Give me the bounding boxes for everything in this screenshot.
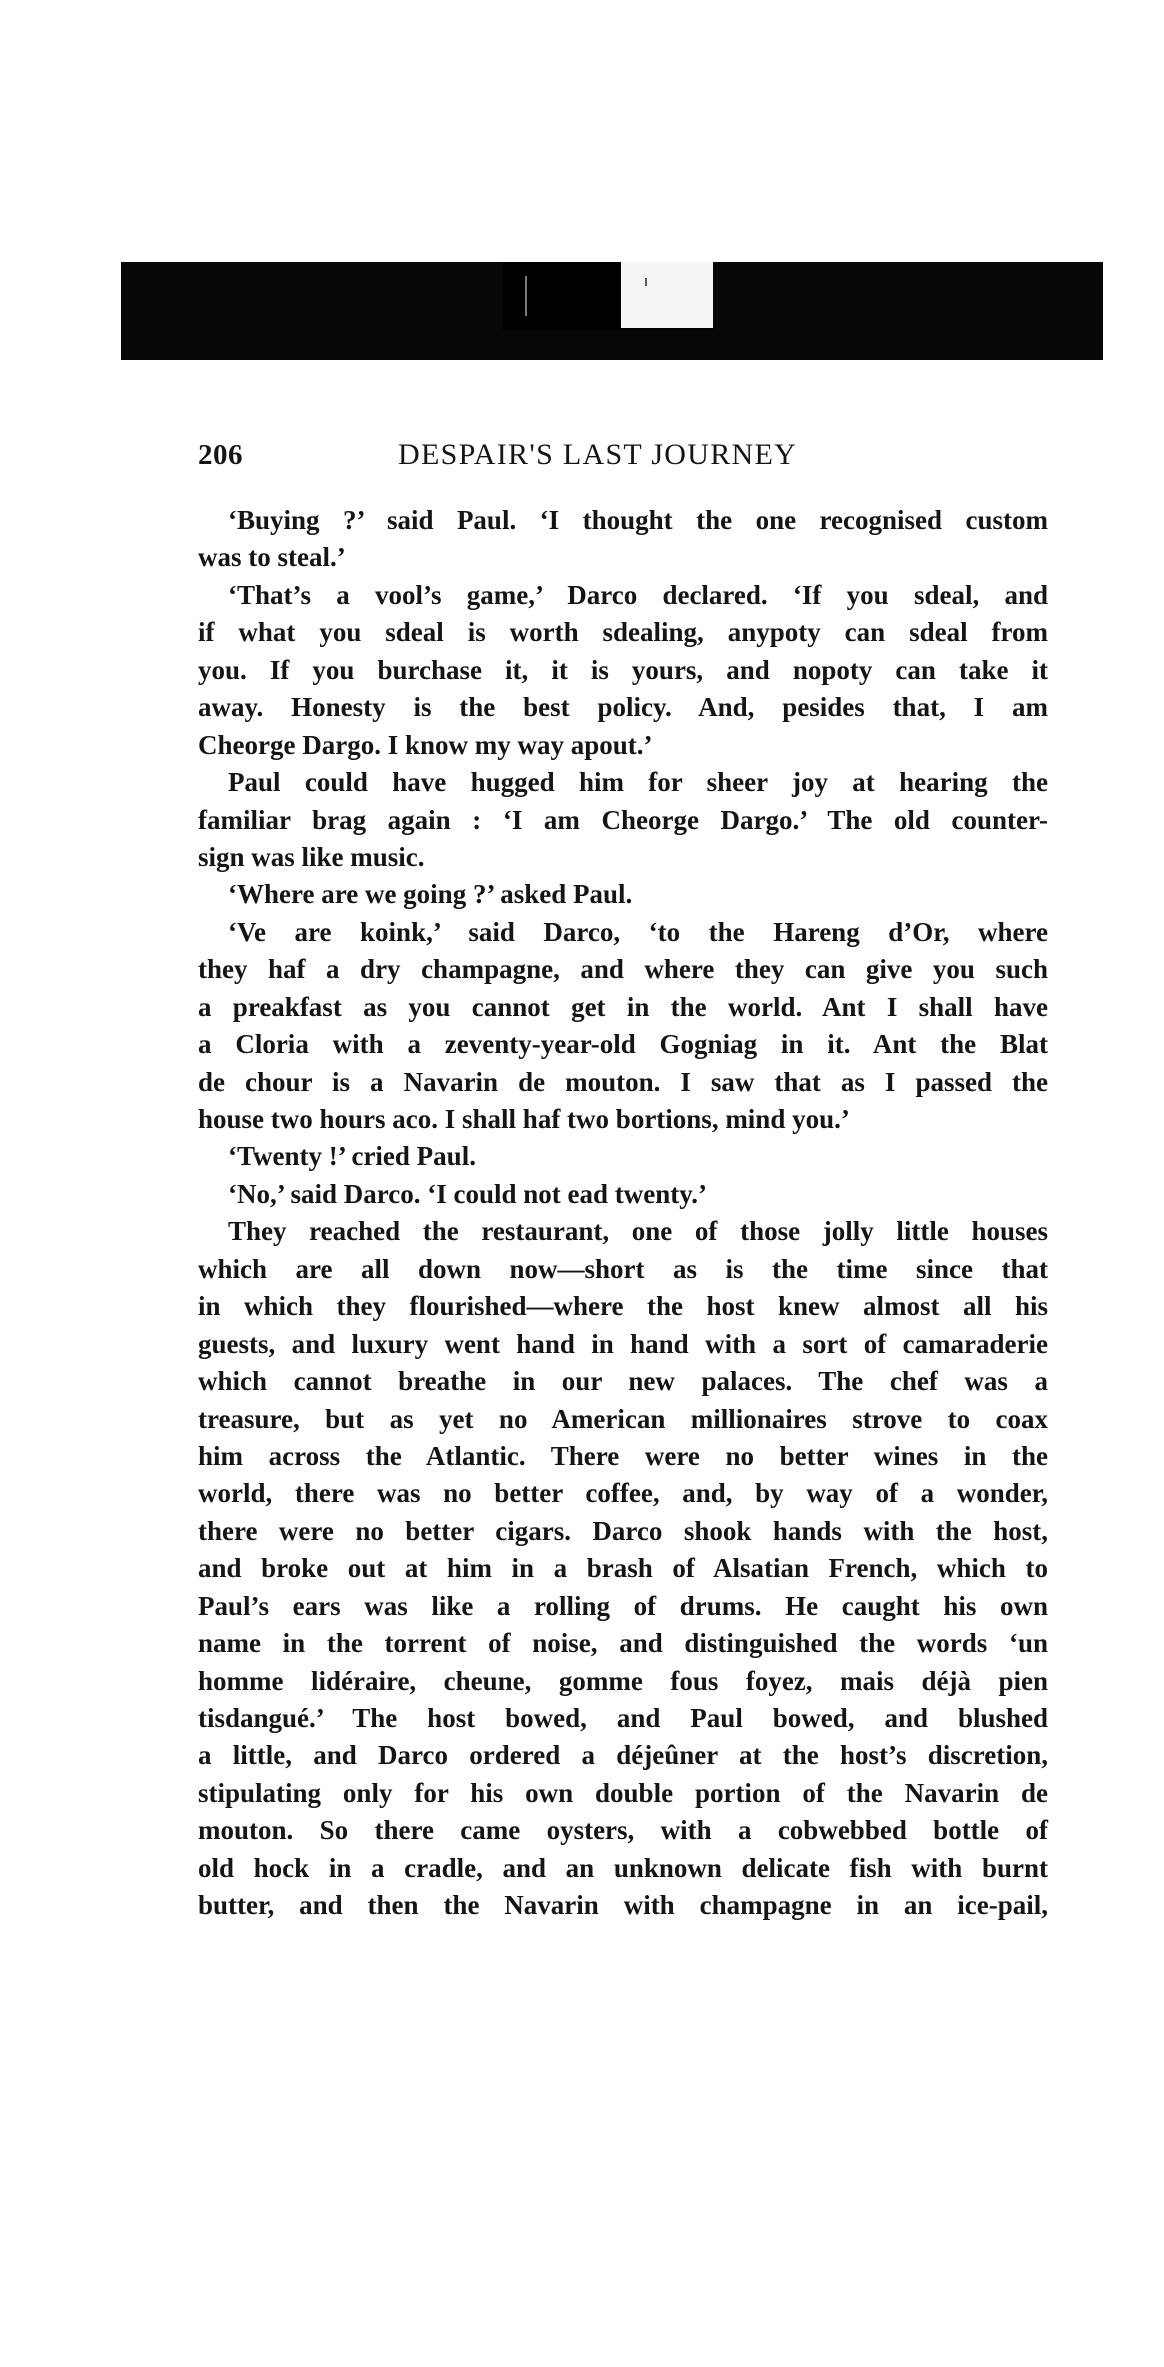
text-line: butter, and then the Navarin with champagne in an ice-pail, <box>198 1890 1048 1921</box>
running-title: DESPAIR'S LAST JOURNEY <box>398 438 798 471</box>
page-body <box>198 502 1048 1925</box>
text-line: a Cloria with a zeventy-year-old Gogniag in it. Ant the Blat <box>198 1029 1048 1060</box>
text-line: old hock in a cradle, and an unknown delicate fish with burnt <box>198 1852 1048 1883</box>
text-line: away. Honesty is the best policy. And, pesides that, I am <box>198 692 1048 723</box>
scan-notch-light <box>621 262 713 330</box>
text-line: guests, and luxury went hand in hand with a sort of camaraderie <box>198 1328 1048 1359</box>
text-line: ‘Twenty !’ cried Paul. <box>228 1141 476 1172</box>
text-line: de chour is a Navarin de mouton. I saw that as I passed the <box>198 1066 1048 1097</box>
text-line: familiar brag again : ‘I am Cheorge Dargo.’ The old counter- <box>198 804 1048 835</box>
text-line: house two hours aco. I shall haf two bortions, mind you.’ <box>198 1104 850 1134</box>
text-line: world, there was no better coffee, and, by way of a wonder, <box>198 1478 1048 1509</box>
text-line: ‘That’s a vool’s game,’ Darco declared. ‘If you sdeal, and <box>228 579 1048 610</box>
text-line: him across the Atlantic. There were no better wines in the <box>198 1440 1048 1471</box>
text-line: Paul’s ears was like a rolling of drums. He caught his own <box>198 1590 1048 1621</box>
text-line: ‘Where are we going ?’ asked Paul. <box>228 879 633 910</box>
text-line: homme lidéraire, cheune, gomme fous foyez, mais déjà pien <box>198 1665 1048 1696</box>
page-number: 206 <box>198 439 243 471</box>
text-line: there were no better cigars. Darco shook hands with the host, <box>198 1515 1048 1546</box>
scan-black-band <box>121 262 1103 360</box>
text-line: mouton. So there came oysters, with a cobwebbed bottle of <box>198 1815 1048 1846</box>
text-line: stipulating only for his own double portion of the Navarin de <box>198 1777 1048 1808</box>
text-line: if what you sdeal is worth sdealing, anypoty can sdeal from <box>198 617 1048 648</box>
text-line: ‘No,’ said Darco. ‘I could not ead twenty.’ <box>228 1178 707 1209</box>
text-line: you. If you burchase it, it is yours, and nopoty can take it <box>198 654 1048 685</box>
text-line: ‘Buying ?’ said Paul. ‘I thought the one recognised custom <box>228 505 1048 535</box>
text-line: was to steal.’ <box>198 542 346 573</box>
text-line: which cannot breathe in our new palaces. The chef was a <box>198 1366 1048 1397</box>
text-line: and broke out at him in a brash of Alsatian French, which to <box>198 1553 1048 1584</box>
text-line: which are all down now—short as is the time since that <box>198 1253 1048 1284</box>
page-header <box>198 432 1048 478</box>
text-line: Paul could have hugged him for sheer joy at hearing the <box>228 767 1048 798</box>
text-line: tisdangué.’ The host bowed, and Paul bowed, and blushed <box>198 1703 1048 1733</box>
text-line: Cheorge Dargo. I know my way apout.’ <box>198 729 653 760</box>
scan-mark <box>525 276 527 316</box>
text-line: in which they flourished—where the host knew almost all his <box>198 1291 1048 1322</box>
scan-mark <box>645 278 647 286</box>
text-line: they haf a dry champagne, and where they can give you such <box>198 954 1048 985</box>
text-line: a preakfast as you cannot get in the world. Ant I shall have <box>198 991 1048 1022</box>
text-line: ‘Ve are koink,’ said Darco, ‘to the Hareng d’Or, where <box>228 916 1048 947</box>
scan-underline <box>621 328 713 330</box>
text-line: name in the torrent of noise, and distinguished the words ‘un <box>198 1628 1048 1659</box>
text-line: sign was like music. <box>198 841 425 872</box>
text-line: They reached the restaurant, one of those jolly little houses <box>228 1216 1048 1247</box>
text-line: treasure, but as yet no American millionaires strove to coax <box>198 1403 1048 1434</box>
text-line: a little, and Darco ordered a déjeûner at the host’s discretion, <box>198 1740 1048 1771</box>
